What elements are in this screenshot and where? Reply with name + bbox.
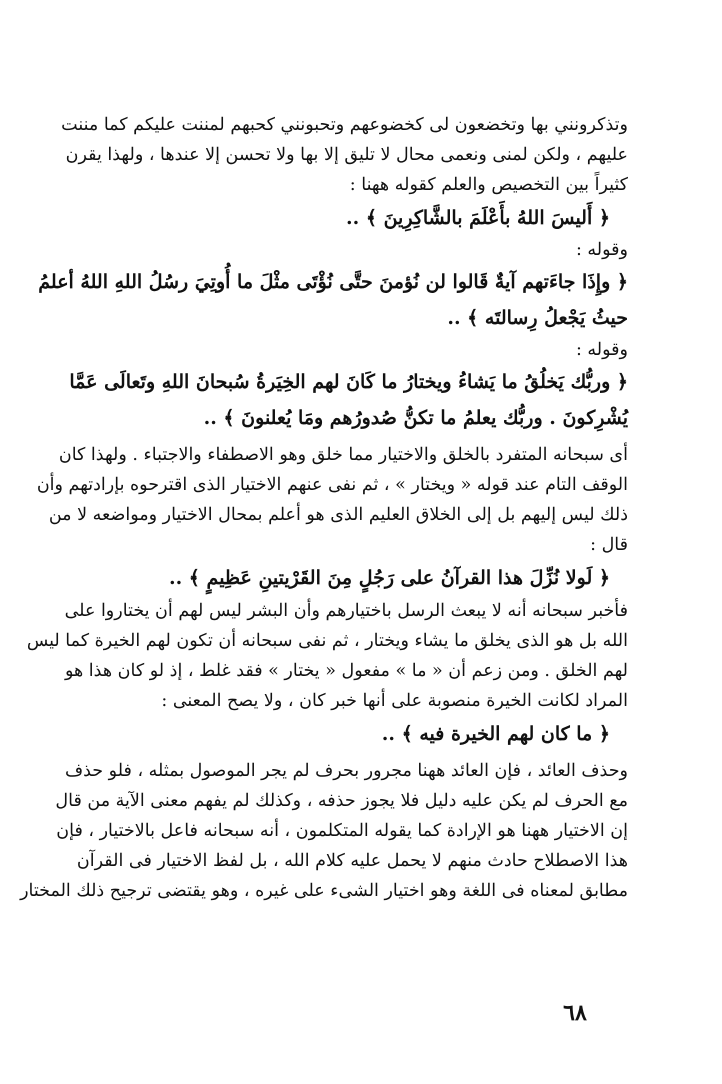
quran-verse-4: ﴿ لَولا نُزِّلَ هذا القرآنُ على رَجُلٍ مِنَ القَرْيتينِ عَظِيمٍ ﴾ .. <box>168 567 610 589</box>
text-line: أى سبحانه المتفرد بالخلق والاختيار مما خلق وهو الاصطفاء والاجتباء . ولهذا كان <box>58 445 628 465</box>
text-line: مطابق لمعناه فى اللغة وهو اختيار الشىء على غيره ، وهو يقتضى ترجيح ذلك المختار <box>20 881 628 901</box>
verse-line: حيثُ يَجْعلُ رِسالتَه ﴾ .. <box>447 307 628 329</box>
text-line: المراد لكانت الخيرة منصوبة على أنها خبر كان ، ولا يصح المعنى : <box>161 691 628 711</box>
text-line: الله بل هو الذى يخلق ما يشاء ويختار ، ثم نفى سبحانه أن تكون لهم الخيرة كما ليس <box>26 631 628 651</box>
text-line: إن الاختيار ههنا هو الإرادة كما يقوله المتكلمون ، أنه سبحانه فاعل بالاختيار ، فإن <box>56 821 628 841</box>
text-line: هذا الاصطلاح حادث منهم لا يحمل عليه كلام الله ، بل لفظ الاختيار فى القرآن <box>76 851 628 871</box>
text-line: كثيراً بين التخصيص والعلم كقوله ههنا : <box>349 175 628 195</box>
text-line: ذلك ليس إليهم بل إلى الخلاق العليم الذى هو أعلم بمحال الاختيار ومواضعه لا من <box>48 505 628 525</box>
text-line: عليهم ، ولكن لمنى ونعمى محال لا تليق إلا بها ولا تحسن إلا عندها ، ولهذا يقرن <box>65 145 628 165</box>
paragraph-1 <box>61 110 628 200</box>
verse-line: يُشْرِكونَ . وربُّك يعلمُ ما تكنُّ صُدورُهم ومَا يُعلنونَ ﴾ .. <box>203 407 628 429</box>
quran-verse-5: ﴿ ما كان لهم الخيرة فيه ﴾ .. <box>381 723 610 745</box>
page-number: ٦٨ <box>563 1000 587 1026</box>
quote-label-1: وقوله : <box>575 240 628 260</box>
verse-line: ﴿ وربُّك يَخلُقُ ما يَشاءُ ويختارُ ما كَانَ لهم الخِيَرةُ سُبحانَ اللهِ وتَعالَى عَمَّا <box>69 371 628 393</box>
paragraph-3 <box>26 596 628 716</box>
text-line: قال : <box>590 535 628 555</box>
verse-line: ﴿ وإِذَا جاءَتهم آيةٌ قَالوا لن نُؤمنَ حتَّى نُؤْتَى مثْلَ ما أُوتِيَ رسُلُ اللهِ اللهُ أعلمُ <box>38 271 628 293</box>
text-line: لهم الخلق . ومن زعم أن « ما » مفعول « يختار » فقد غلط ، إذ لو كان هذا هو <box>64 661 628 681</box>
paragraph-4 <box>20 756 628 906</box>
paragraph-2 <box>36 440 628 560</box>
quran-verse-2 <box>38 264 628 336</box>
page-body <box>20 110 628 906</box>
text-line: فأخبر سبحانه أنه لا يبعث الرسل باختيارهم وأن البشر ليس لهم أن يختاروا على <box>64 601 628 621</box>
text-line: مع الحرف لم يكن عليه دليل فلا يجوز حذفه ، وكذلك لم يفهم معنى الآية من قال <box>55 791 628 811</box>
quran-verse-3 <box>69 364 628 436</box>
text-line: وحذف العائد ، فإن العائد ههنا مجرور بحرف لم يجر الموصول بمثله ، فلو حذف <box>64 761 628 781</box>
text-line: وتذكرونني بها وتخضعون لى كخضوعهم وتحبونني كحبهم لمننت عليكم كما مننت <box>61 115 628 135</box>
quran-verse-1: ﴿ أَليسَ اللهُ بأَعْلَمَ بالشَّاكِرِينَ ﴾ .. <box>346 207 610 229</box>
text-line: الوقف التام عند قوله « ويختار » ، ثم نفى عنهم الاختيار الذى اقترحوه بإرادتهم وأن <box>36 475 628 495</box>
quote-label-2: وقوله : <box>575 340 628 360</box>
